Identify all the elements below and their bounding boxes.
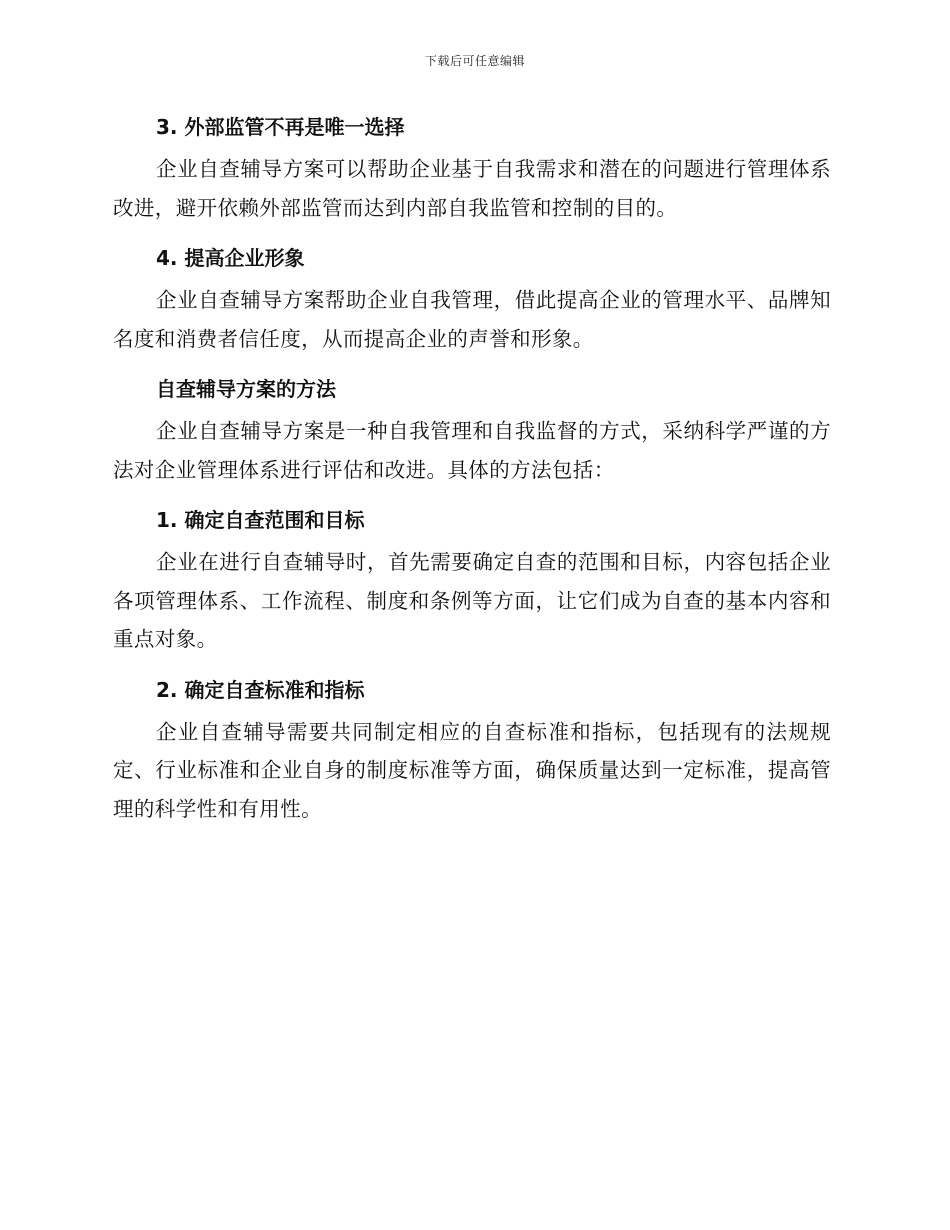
section-paragraph-external-supervision: 企业自查辅导方案可以帮助企业基于自我需求和潜在的问题进行管理体系改进，避开依赖外部监管而达到内部自我监管和控制的目的。: [113, 157, 831, 220]
page-header: 下载后可任意编辑: [424, 54, 525, 68]
document-body: [113, 104, 831, 834]
section-heading-standards-and-indicators: 2. 确定自查标准和指标: [156, 677, 365, 702]
section-heading-external-supervision: 3. 外部监管不再是唯一选择: [156, 115, 405, 139]
section-heading-corporate-image: 4. 提高企业形象: [156, 246, 305, 270]
section-heading-methods: 自查辅导方案的方法: [156, 377, 336, 401]
section-paragraph-standards-and-indicators: 企业自查辅导需要共同制定相应的自查标准和指标，包括现有的法规规定、行业标准和企业自身的制度标准等方面，确保质量达到一定标准，提高管理的科学性和有用性。: [113, 719, 831, 821]
section-paragraph-corporate-image: 企业自查辅导方案帮助企业自我管理，借此提高企业的管理水平、品牌知名度和消费者信任度，从而提高企业的声誉和形象。: [113, 288, 831, 351]
section-paragraph-methods: 企业自查辅导方案是一种自我管理和自我监督的方式，采纳科学严谨的方法对企业管理体系进行评估和改进。具体的方法包括：: [113, 419, 831, 482]
section-paragraph-scope-and-goals: 企业在进行自查辅导时，首先需要确定自查的范围和目标，内容包括企业各项管理体系、工作流程、制度和条例等方面，让它们成为自查的基本内容和重点对象。: [113, 550, 831, 651]
section-heading-scope-and-goals: 1. 确定自查范围和目标: [156, 508, 365, 532]
